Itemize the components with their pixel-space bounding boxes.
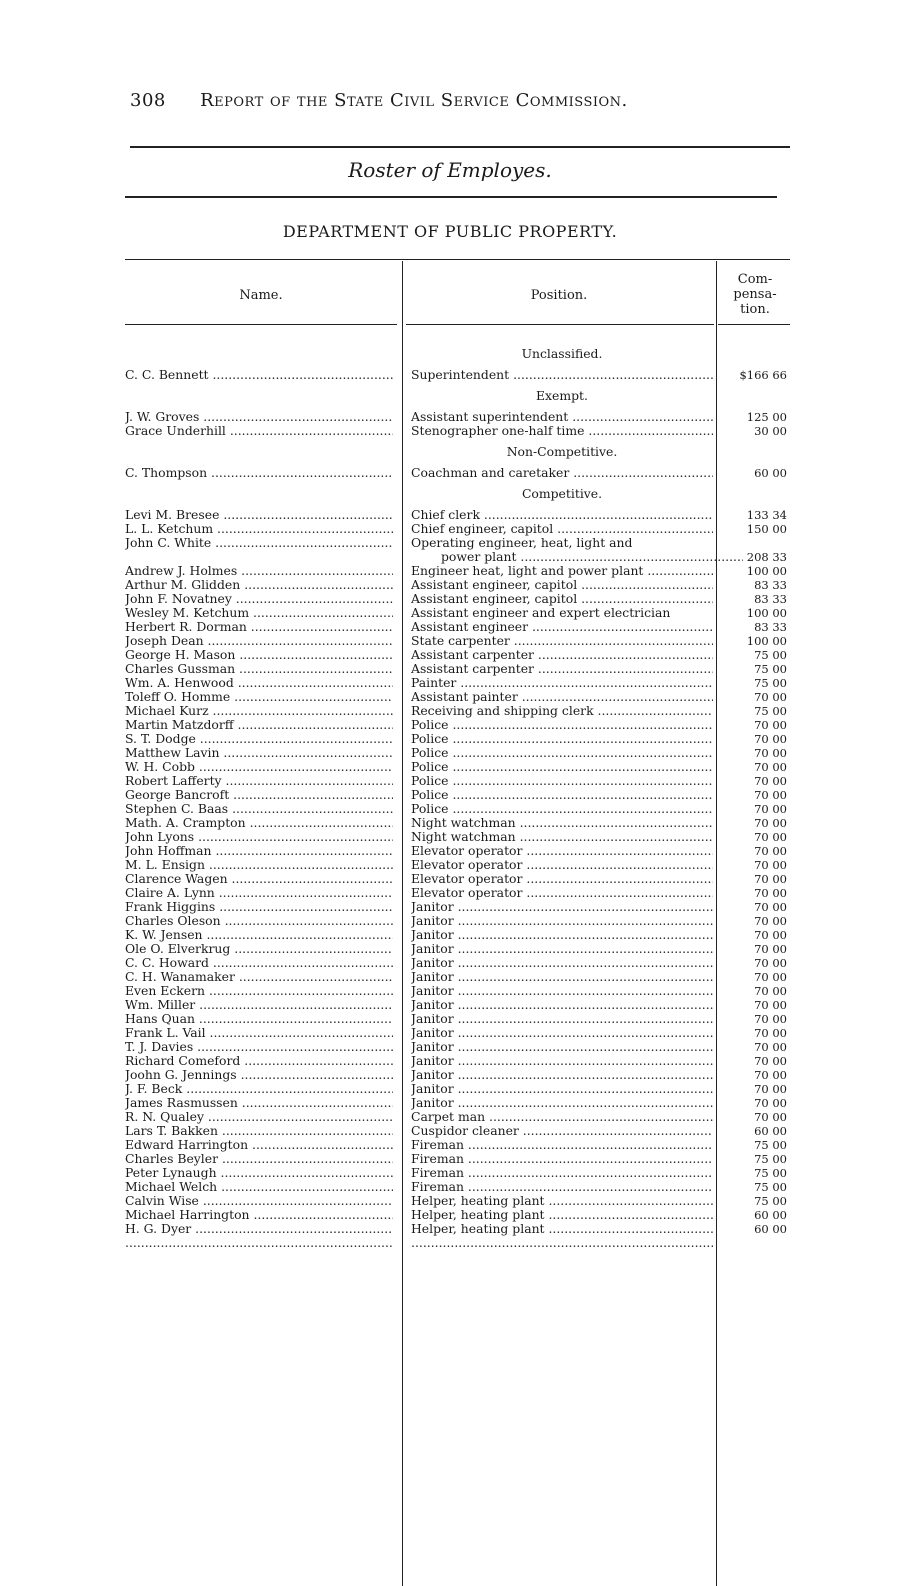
employee-compensation: 75 00	[754, 1138, 787, 1152]
employee-name: Clarence Wagen .....	[125, 872, 393, 886]
employee-compensation: 60 00	[754, 466, 787, 480]
table-row	[123, 746, 793, 760]
employee-position: Police .....	[411, 746, 713, 760]
employee-name: Joohn G. Jennings .....	[125, 1068, 393, 1082]
table-row	[123, 1236, 793, 1250]
employee-compensation: 83 33	[754, 578, 787, 592]
employee-position: Helper, heating plant .....	[411, 1208, 713, 1222]
header-rule-compensation	[718, 324, 790, 325]
roster-title: Roster of Employes.	[348, 158, 552, 182]
employee-position: State carpenter .....	[411, 634, 713, 648]
table-row	[123, 1124, 793, 1138]
employee-name: J. F. Beck .....	[125, 1082, 393, 1096]
table-row	[123, 690, 793, 704]
table-row	[123, 1194, 793, 1208]
employee-name: W. H. Cobb .....	[125, 760, 393, 774]
table-row	[123, 718, 793, 732]
employee-compensation: 70 00	[754, 746, 787, 760]
table-row	[123, 508, 793, 522]
employee-position: Janitor .....	[411, 1054, 713, 1068]
table-row	[123, 1208, 793, 1222]
table-row	[123, 1138, 793, 1152]
table-top-rule	[125, 259, 790, 260]
table-row	[123, 844, 793, 858]
employee-name: Claire A. Lynn .....	[125, 886, 393, 900]
employee-compensation: 70 00	[754, 970, 787, 984]
table-row	[123, 704, 793, 718]
employee-position: Janitor .....	[411, 942, 713, 956]
table-row	[123, 592, 793, 606]
column-header-name: Name.	[239, 288, 283, 303]
employee-compensation: 70 00	[754, 900, 787, 914]
table-row	[123, 816, 793, 830]
employee-position: Assistant superintendent .....	[411, 410, 713, 424]
employee-compensation: 70 00	[754, 816, 787, 830]
employee-name: John Lyons .....	[125, 830, 393, 844]
table-row	[123, 900, 793, 914]
employee-position: Janitor .....	[411, 914, 713, 928]
employee-position: Elevator operator .....	[411, 844, 713, 858]
employee-name: Hans Quan .....	[125, 1012, 393, 1026]
table-row	[123, 956, 793, 970]
employee-name: James Rasmussen .....	[125, 1096, 393, 1110]
employee-name: John Hoffman .....	[125, 844, 393, 858]
employee-compensation: 75 00	[754, 1194, 787, 1208]
table-row	[123, 466, 793, 480]
employee-name: Frank L. Vail .....	[125, 1026, 393, 1040]
column-header-compensation	[720, 272, 790, 317]
header-rule-name	[125, 324, 397, 325]
table-row	[123, 858, 793, 872]
running-head-title: Report of the State Civil Service Commission.	[200, 90, 628, 111]
table-row	[123, 662, 793, 676]
employee-compensation: 70 00	[754, 1054, 787, 1068]
employee-compensation: 70 00	[754, 914, 787, 928]
employee-position: Stenographer one-half time .....	[411, 424, 713, 438]
employee-position: Police .....	[411, 774, 713, 788]
table-row	[123, 1068, 793, 1082]
employee-name: T. J. Davies .....	[125, 1040, 393, 1054]
department-heading: DEPARTMENT OF PUBLIC PROPERTY.	[282, 222, 618, 241]
employee-compensation: 30 00	[754, 424, 787, 438]
employee-position	[411, 1236, 713, 1250]
employee-name: Herbert R. Dorman .....	[125, 620, 393, 634]
employee-position: Elevator operator .....	[411, 858, 713, 872]
employee-compensation: 70 00	[754, 928, 787, 942]
employee-position: Janitor .....	[411, 1082, 713, 1096]
employee-name: C. C. Bennett .....	[125, 368, 393, 382]
employee-name: Grace Underhill .....	[125, 424, 393, 438]
employee-compensation: 70 00	[754, 1026, 787, 1040]
table-row	[123, 872, 793, 886]
employee-position: Elevator operator .....	[411, 886, 713, 900]
employee-name: R. N. Qualey .....	[125, 1110, 393, 1124]
employee-compensation: 60 00	[754, 1124, 787, 1138]
table-row	[123, 914, 793, 928]
top-rule	[130, 146, 790, 148]
employee-compensation: 83 33	[754, 620, 787, 634]
employee-position: Assistant engineer, capitol .....	[411, 592, 713, 606]
employee-position: Janitor .....	[411, 998, 713, 1012]
employee-compensation: 70 00	[754, 886, 787, 900]
table-row	[123, 606, 793, 620]
employee-position: Janitor .....	[411, 900, 713, 914]
table-row	[123, 620, 793, 634]
employee-compensation: 75 00	[754, 704, 787, 718]
employee-name: L. L. Ketchum .....	[125, 522, 393, 536]
employee-position: Cuspidor cleaner .....	[411, 1124, 713, 1138]
employee-compensation: 70 00	[754, 858, 787, 872]
employee-position: Fireman .....	[411, 1166, 713, 1180]
employee-position: Fireman .....	[411, 1138, 713, 1152]
page-number: 308	[130, 90, 166, 111]
employee-position: Janitor .....	[411, 1040, 713, 1054]
employee-compensation: 70 00	[754, 732, 787, 746]
section-row	[123, 480, 793, 508]
compensation-header-line-2: pensa-	[733, 287, 777, 302]
employee-position: Chief engineer, capitol .....	[411, 522, 713, 536]
table-row	[123, 522, 793, 536]
employee-name: Matthew Lavin .....	[125, 746, 393, 760]
employee-name: C. C. Howard .....	[125, 956, 393, 970]
employee-compensation: 70 00	[754, 956, 787, 970]
employee-compensation: 70 00	[754, 984, 787, 998]
employee-compensation: 70 00	[754, 942, 787, 956]
table-row	[123, 1152, 793, 1166]
roster-table	[123, 340, 793, 1250]
table-row	[123, 1082, 793, 1096]
employee-position: Operating engineer, heat, light and	[411, 536, 633, 550]
employee-compensation: 70 00	[754, 774, 787, 788]
employee-position: Assistant engineer and expert electrician	[411, 606, 671, 620]
section-row	[123, 438, 793, 466]
employee-position: Helper, heating plant .....	[411, 1222, 713, 1236]
employee-name: Math. A. Crampton .....	[125, 816, 393, 830]
employee-position: Assistant carpenter .....	[411, 662, 713, 676]
employee-name: S. T. Dodge .....	[125, 732, 393, 746]
compensation-header-line-3: tion.	[740, 302, 770, 317]
employee-compensation: 70 00	[754, 1082, 787, 1096]
employee-compensation: 100 00	[746, 606, 787, 620]
employee-name: C. Thompson .....	[125, 466, 393, 480]
employee-name: John F. Novatney .....	[125, 592, 393, 606]
employee-name: Stephen C. Baas .....	[125, 802, 393, 816]
employee-compensation: 70 00	[754, 998, 787, 1012]
header-rule-position	[406, 324, 714, 325]
table-row	[123, 774, 793, 788]
employee-position: Elevator operator .....	[411, 872, 713, 886]
employee-name: Charles Beyler .....	[125, 1152, 393, 1166]
section-title: Competitive.	[521, 486, 603, 501]
employee-compensation: 75 00	[754, 662, 787, 676]
table-row	[123, 942, 793, 956]
table-row	[123, 1096, 793, 1110]
employee-compensation: 70 00	[754, 872, 787, 886]
employee-compensation: 70 00	[754, 718, 787, 732]
table-row	[123, 1054, 793, 1068]
employee-name: Even Eckern .....	[125, 984, 393, 998]
employee-name: Martin Matzdorff .....	[125, 718, 393, 732]
employee-position: Fireman .....	[411, 1180, 713, 1194]
employee-name: Peter Lynaugh .....	[125, 1166, 393, 1180]
table-row	[123, 984, 793, 998]
employee-compensation: 70 00	[754, 844, 787, 858]
section-title: Exempt.	[536, 388, 588, 403]
employee-name: John C. White .....	[125, 536, 393, 550]
employee-compensation: 75 00	[754, 676, 787, 690]
employee-compensation: 70 00	[754, 1040, 787, 1054]
employee-position: Janitor .....	[411, 928, 713, 942]
table-row	[123, 1012, 793, 1026]
table-row	[123, 1110, 793, 1124]
employee-position: Janitor .....	[411, 984, 713, 998]
employee-name: Wesley M. Ketchum .....	[125, 606, 393, 620]
table-row	[123, 1166, 793, 1180]
employee-position: Helper, heating plant .....	[411, 1194, 713, 1208]
employee-position: Engineer heat, light and power plant .....	[411, 564, 713, 578]
employee-name	[125, 1236, 393, 1250]
employee-name: Michael Welch .....	[125, 1180, 393, 1194]
employee-position: Night watchman .....	[411, 816, 713, 830]
table-row	[123, 1180, 793, 1194]
employee-position: Assistant painter .....	[411, 690, 713, 704]
employee-position: Janitor .....	[411, 1026, 713, 1040]
section-title: Unclassified.	[521, 346, 603, 361]
employee-position: Police .....	[411, 718, 713, 732]
table-row	[123, 928, 793, 942]
table-row-continuation	[123, 550, 793, 564]
employee-name: George Bancroft .....	[125, 788, 393, 802]
employee-position: Janitor .....	[411, 956, 713, 970]
employee-name: K. W. Jensen .....	[125, 928, 393, 942]
employee-compensation: 75 00	[754, 1180, 787, 1194]
employee-position: Carpet man .....	[411, 1110, 713, 1124]
employee-position: Night watchman .....	[411, 830, 713, 844]
employee-position: Police .....	[411, 788, 713, 802]
employee-position: Assistant carpenter .....	[411, 648, 713, 662]
employee-name: Michael Kurz .....	[125, 704, 393, 718]
employee-compensation: 70 00	[754, 830, 787, 844]
employee-position: Janitor .....	[411, 1012, 713, 1026]
employee-position: Superintendent .....	[411, 368, 713, 382]
table-row	[123, 760, 793, 774]
employee-name: M. L. Ensign .....	[125, 858, 393, 872]
employee-position: Fireman .....	[411, 1152, 713, 1166]
employee-compensation: 70 00	[754, 690, 787, 704]
employee-compensation: 70 00	[754, 760, 787, 774]
employee-name: Edward Harrington .....	[125, 1138, 393, 1152]
employee-compensation: 208 33	[746, 550, 787, 564]
section-row	[123, 340, 793, 368]
employee-name: Ole O. Elverkrug .....	[125, 942, 393, 956]
employee-position: Painter .....	[411, 676, 713, 690]
employee-name: Frank Higgins .....	[125, 900, 393, 914]
employee-name: Wm. Miller .....	[125, 998, 393, 1012]
table-row	[123, 648, 793, 662]
employee-name: Toleff O. Homme .....	[125, 690, 393, 704]
employee-name: Wm. A. Henwood .....	[125, 676, 393, 690]
employee-compensation: 100 00	[746, 564, 787, 578]
employee-name: Andrew J. Holmes .....	[125, 564, 393, 578]
employee-compensation: 75 00	[754, 1152, 787, 1166]
employee-position: Janitor .....	[411, 970, 713, 984]
table-row	[123, 830, 793, 844]
table-row	[123, 1222, 793, 1236]
employee-position: Police .....	[411, 802, 713, 816]
table-row	[123, 788, 793, 802]
employee-compensation: $166 66	[739, 368, 787, 382]
employee-name: Levi M. Bresee .....	[125, 508, 393, 522]
employee-compensation: 60 00	[754, 1222, 787, 1236]
employee-name: Arthur M. Glidden .....	[125, 578, 393, 592]
table-row	[123, 536, 793, 550]
employee-name: H. G. Dyer .....	[125, 1222, 393, 1236]
employee-position: Assistant engineer, capitol .....	[411, 578, 713, 592]
employee-compensation: 70 00	[754, 1068, 787, 1082]
table-row	[123, 886, 793, 900]
employee-position: Police .....	[411, 732, 713, 746]
table-row	[123, 578, 793, 592]
employee-position: Assistant engineer .....	[411, 620, 713, 634]
employee-compensation: 70 00	[754, 802, 787, 816]
employee-compensation: 70 00	[754, 1012, 787, 1026]
employee-name: Michael Harrington .....	[125, 1208, 393, 1222]
compensation-header-line-1: Com-	[737, 272, 773, 287]
employee-name: J. W. Groves .....	[125, 410, 393, 424]
employee-name: Charles Oleson .....	[125, 914, 393, 928]
employee-position: Police .....	[411, 760, 713, 774]
running-header	[130, 90, 628, 111]
table-row	[123, 970, 793, 984]
table-row	[123, 998, 793, 1012]
employee-name: C. H. Wanamaker .....	[125, 970, 393, 984]
table-row	[123, 676, 793, 690]
title-rule	[125, 196, 777, 198]
table-row	[123, 802, 793, 816]
employee-position: Receiving and shipping clerk .....	[411, 704, 713, 718]
employee-position: Janitor .....	[411, 1068, 713, 1082]
table-row	[123, 634, 793, 648]
employee-compensation: 75 00	[754, 1166, 787, 1180]
employee-name: Lars T. Bakken .....	[125, 1124, 393, 1138]
employee-position-continued: power plant .....	[411, 550, 743, 564]
table-row	[123, 368, 793, 382]
section-row	[123, 382, 793, 410]
table-row	[123, 732, 793, 746]
employee-name: George H. Mason .....	[125, 648, 393, 662]
table-row	[123, 424, 793, 438]
employee-compensation: 150 00	[746, 522, 787, 536]
employee-name: Robert Lafferty .....	[125, 774, 393, 788]
employee-compensation: 70 00	[754, 1110, 787, 1124]
employee-name: Richard Comeford .....	[125, 1054, 393, 1068]
employee-name: Joseph Dean .....	[125, 634, 393, 648]
employee-name: Calvin Wise .....	[125, 1194, 393, 1208]
employee-compensation: 70 00	[754, 1096, 787, 1110]
employee-compensation: 83 33	[754, 592, 787, 606]
employee-compensation: 60 00	[754, 1208, 787, 1222]
employee-compensation: 70 00	[754, 788, 787, 802]
employee-position: Janitor .....	[411, 1096, 713, 1110]
table-row	[123, 564, 793, 578]
section-title: Non-Competitive.	[506, 444, 618, 459]
employee-compensation: 100 00	[746, 634, 787, 648]
employee-name: Charles Gussman .....	[125, 662, 393, 676]
employee-compensation: 75 00	[754, 648, 787, 662]
table-row	[123, 1040, 793, 1054]
employee-position: Coachman and caretaker .....	[411, 466, 713, 480]
employee-compensation: 133 34	[746, 508, 787, 522]
employee-compensation: 125 00	[746, 410, 787, 424]
table-row	[123, 1026, 793, 1040]
table-row	[123, 410, 793, 424]
column-header-position: Position.	[530, 288, 588, 303]
employee-position: Chief clerk .....	[411, 508, 713, 522]
